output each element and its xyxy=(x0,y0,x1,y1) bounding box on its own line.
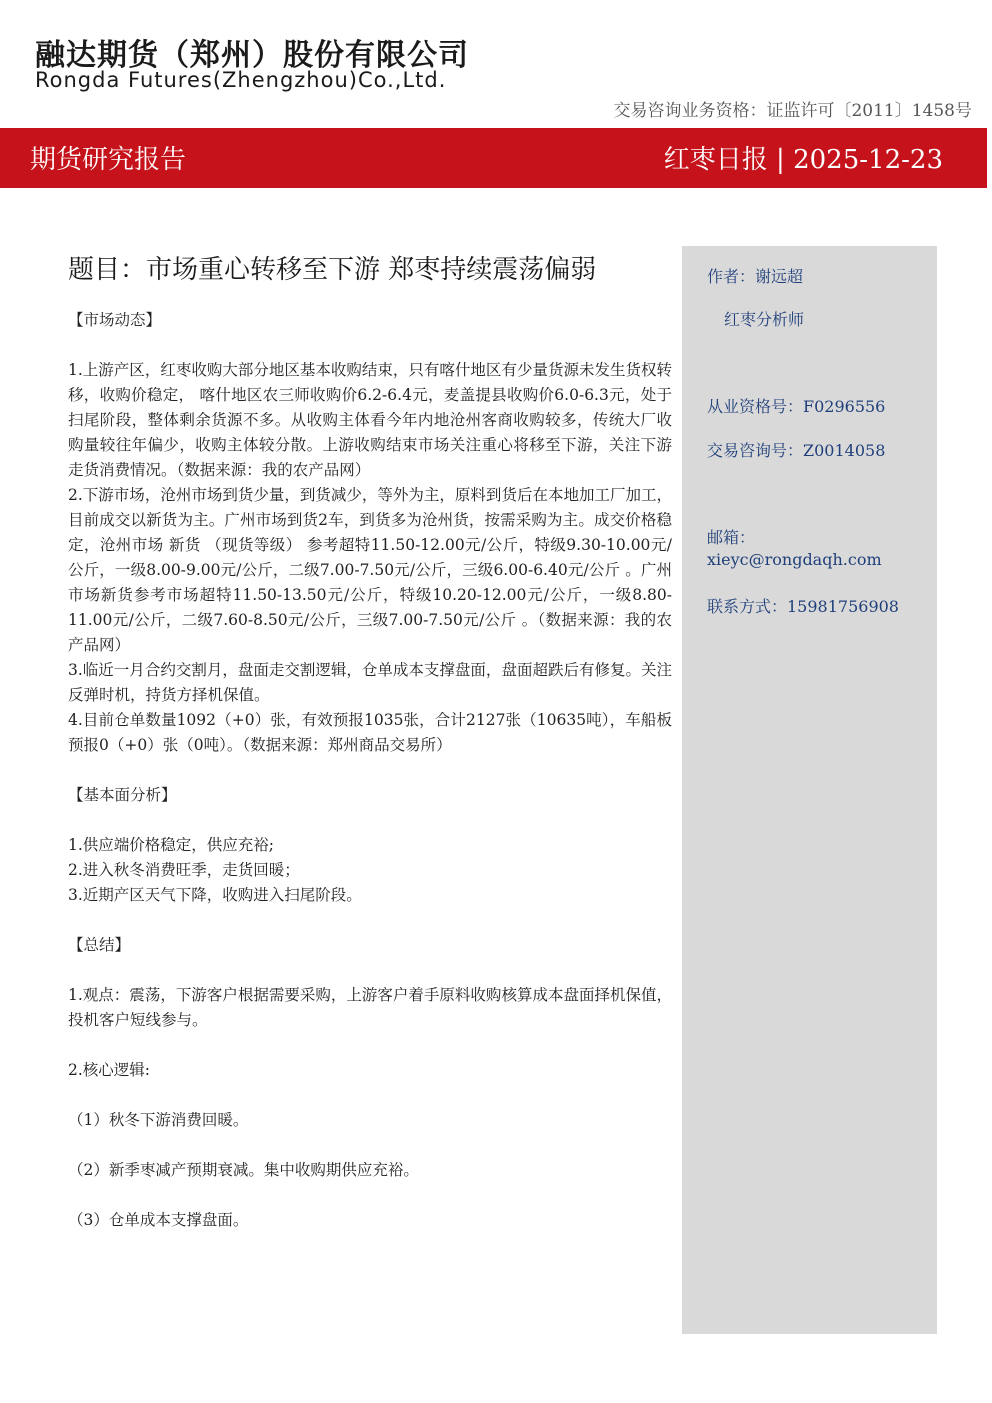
market-paragraph-delivery: 3.临近一月合约交割月，盘面走交割逻辑，仓单成本支撑盘面，盘面超跌后有修复。关注反弹时机，持货方择机保值。 xyxy=(68,661,672,704)
email-label: 邮箱： xyxy=(707,528,756,547)
logic-item: （3）仓单成本支撑盘面。 xyxy=(68,1211,249,1229)
company-name-cn: 融达期货（郑州）股份有限公司 xyxy=(35,38,469,73)
banner-report-type: 期货研究报告 xyxy=(30,145,187,175)
report-body xyxy=(68,250,672,1233)
fundamentals-item: 3.近期产区天气下降，收购进入扫尾阶段。 xyxy=(68,886,362,904)
summary-logic-heading: 2.核心逻辑: xyxy=(68,1061,151,1079)
section-heading-summary: 【总结】 xyxy=(68,936,131,954)
author-name: 作者：谢远超 xyxy=(707,267,804,286)
banner-report-date: 红枣日报 | 2025-12-23 xyxy=(663,145,943,175)
summary-view: 1.观点：震荡，下游客户根据需要采购，上游客户着手原料收购核算成本盘面择机保值，投机客户短线参与。 xyxy=(68,986,672,1029)
contact-phone: 联系方式：15981756908 xyxy=(707,597,899,616)
author-role: 红枣分析师 xyxy=(724,310,805,329)
fundamentals-item: 1.供应端价格稳定，供应充裕; xyxy=(68,836,275,854)
report-title: 题目：市场重心转移至下游 郑枣持续震荡偏弱 xyxy=(68,255,597,285)
email-address[interactable]: xieyc@rongdaqh.com xyxy=(707,550,882,569)
qualification-number: 从业资格号：F0296556 xyxy=(707,397,886,416)
report-banner xyxy=(0,128,987,188)
market-paragraph-upstream: 1.上游产区，红枣收购大部分地区基本收购结束，只有喀什地区有少量货源未发生货权转移，收购价稳定， 喀什地区农三师收购价6.2-6.4元，麦盖提县收购价6.0-6.3元，处于扫尾阶段，整体剩余货源不多。从收购主体看今年内地沧州客商收购较多，传统大厂收购量较往年偏少，收购主体较分散。上游收购结束市场关注重心将移至下游，关注下游走货消费情况。（数据来源：我的农产品网） xyxy=(68,361,672,479)
logic-item: （1）秋冬下游消费回暖。 xyxy=(68,1111,249,1129)
section-heading-market: 【市场动态】 xyxy=(68,311,162,329)
market-paragraph-downstream: 2.下游市场，沧州市场到货少量，到货减少，等外为主，原料到货后在本地加工厂加工，目前成交以新货为主。广州市场到货2车，到货多为沧州货，按需采购为主。成交价格稳定，沧州市场 新货 （现货等级） 参考超特11.50-12.00元/公斤，特级9.30-10.00元/公斤，一级8.00-9.00元/公斤，二级7.00-7.50元/公斤，三级6.00-6.40元/公斤 。广州市场新货参考市场超特11.50-13.50元/公斤，特级10.20-12.00元/公斤，一级8.80-11.00元/公斤，二级7.60-8.50元/公斤，三级7.00-7.50元/公斤 。（数据来源：我的农产品网） xyxy=(68,486,672,654)
license-info: 交易咨询业务资格：证监许可〔2011〕1458号 xyxy=(613,101,972,121)
company-name-en: Rongda Futures(Zhengzhou)Co.,Ltd. xyxy=(35,68,447,92)
market-paragraph-warehouse: 4.目前仓单数量1092（+0）张，有效预报1035张，合计2127张（10635吨），车船板预报0（+0）张（0吨）。（数据来源：郑州商品交易所） xyxy=(68,711,672,754)
fundamentals-item: 2.进入秋冬消费旺季，走货回暖； xyxy=(68,861,300,879)
consult-number: 交易咨询号：Z0014058 xyxy=(707,441,886,460)
section-heading-fundamentals: 【基本面分析】 xyxy=(68,786,177,804)
author-sidebar xyxy=(682,246,937,1334)
logic-item: （2）新季枣减产预期衰减。集中收购期供应充裕。 xyxy=(68,1161,419,1179)
